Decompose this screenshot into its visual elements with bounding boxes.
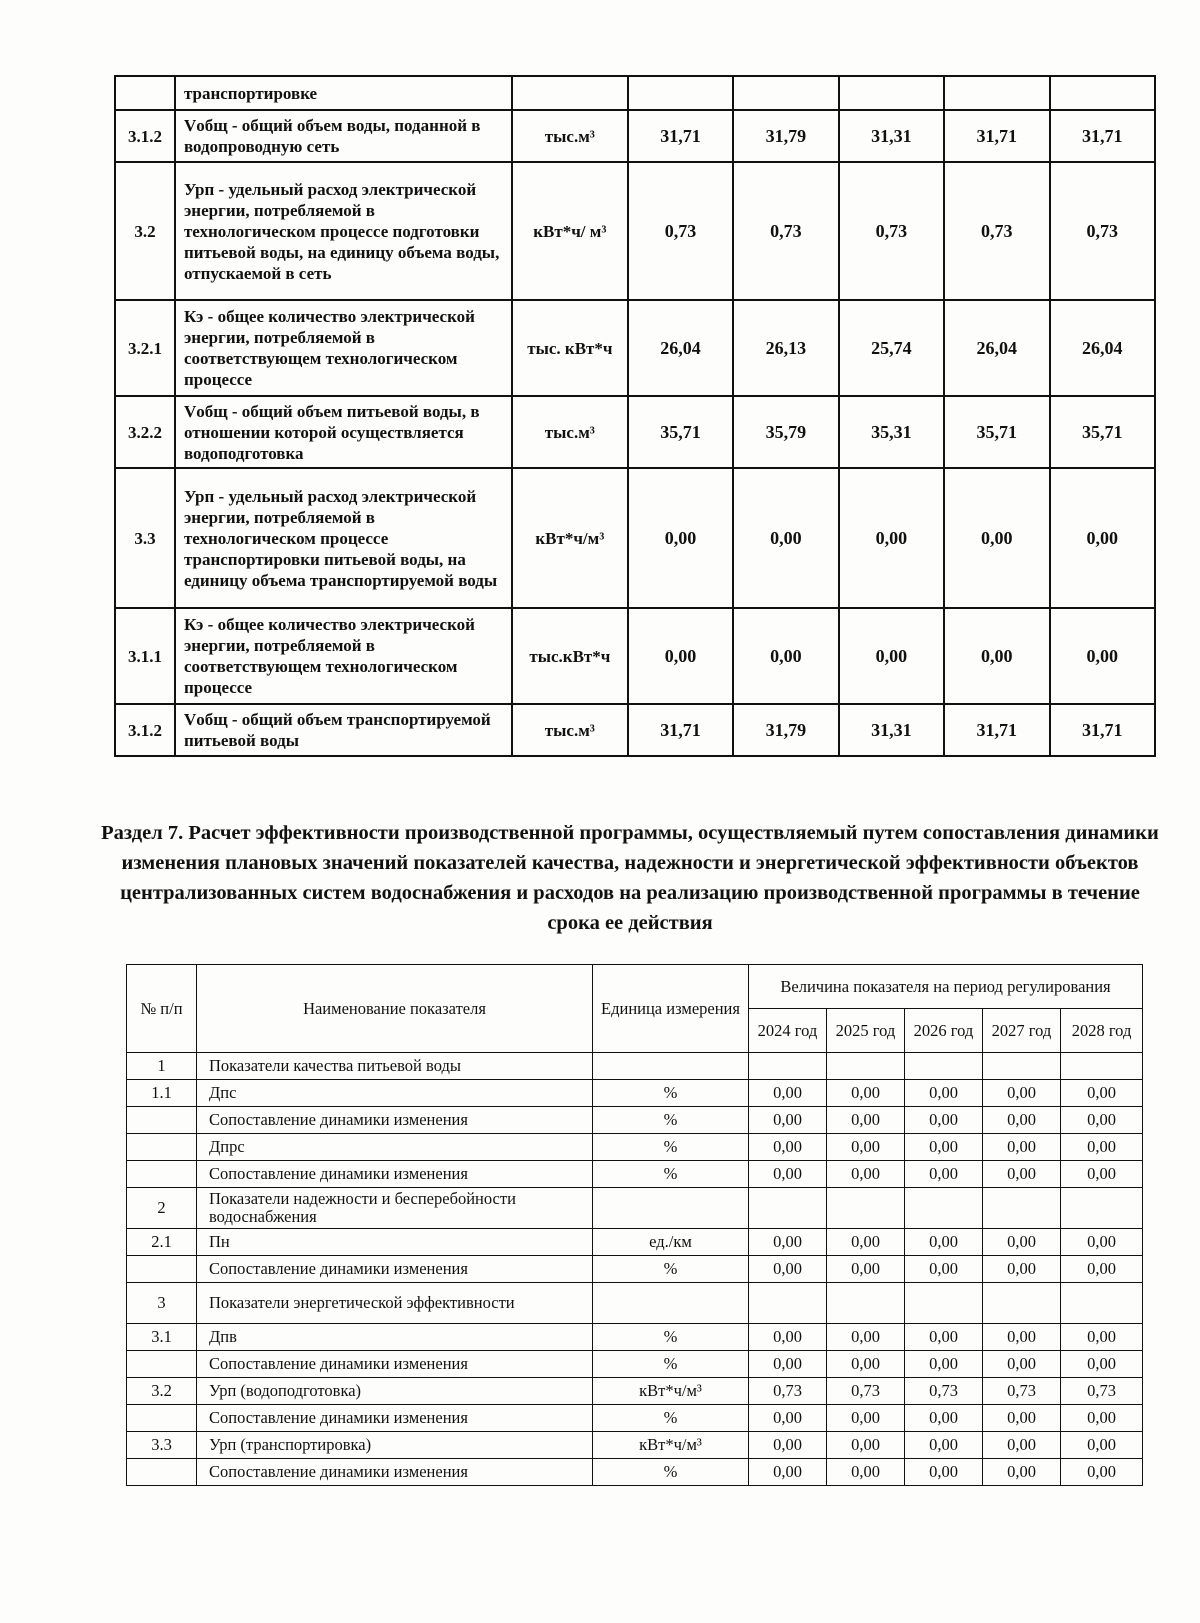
table-row	[127, 1053, 1143, 1080]
value-cell: 0,00	[983, 1161, 1061, 1188]
value-cell: 0,00	[983, 1405, 1061, 1432]
table-header-row	[127, 965, 1143, 1009]
value-cell: 0,00	[983, 1324, 1061, 1351]
value-cell: 0,00	[905, 1256, 983, 1283]
column-header-year: 2025 год	[827, 1009, 905, 1053]
table-row	[115, 704, 1155, 756]
value-cell: 0,00	[944, 608, 1049, 704]
column-header-unit: Единица измерения	[593, 965, 749, 1053]
indicator-name: Vобщ - общий объем воды, поданной в водопроводную сеть	[175, 110, 512, 162]
value-cell	[944, 76, 1049, 110]
indicator-name: Кэ - общее количество электрической энергии, потребляемой в соответствующем технологическом процессе	[175, 300, 512, 396]
column-header-name: Наименование показателя	[197, 965, 593, 1053]
value-cell	[905, 1053, 983, 1080]
column-header-year: 2026 год	[905, 1009, 983, 1053]
indicator-name: Сопоставление динамики изменения	[197, 1161, 593, 1188]
column-header-number: № п/п	[127, 965, 197, 1053]
value-cell: 0,00	[983, 1107, 1061, 1134]
unit-cell	[512, 76, 628, 110]
value-cell: 0,00	[1061, 1324, 1143, 1351]
value-cell: 0,00	[827, 1229, 905, 1256]
unit-cell: %	[593, 1134, 749, 1161]
value-cell: 31,31	[839, 110, 944, 162]
value-cell: 0,00	[839, 468, 944, 608]
value-cell: 31,31	[839, 704, 944, 756]
indicator-name: Vобщ - общий объем транспортируемой питьевой воды	[175, 704, 512, 756]
unit-cell: %	[593, 1161, 749, 1188]
unit-cell: тыс.м³	[512, 396, 628, 468]
unit-cell: %	[593, 1080, 749, 1107]
table-row	[127, 1161, 1143, 1188]
value-cell: 0,00	[1061, 1107, 1143, 1134]
indicator-name: Vобщ - общий объем питьевой воды, в отношении которой осуществляется водоподготовка	[175, 396, 512, 468]
value-cell	[827, 1053, 905, 1080]
value-cell: 0,00	[1061, 1229, 1143, 1256]
value-cell: 0,73	[628, 162, 733, 300]
row-number: 2.1	[127, 1229, 197, 1256]
section-heading: Раздел 7. Расчет эффективности производственной программы, осуществляемый путем сопоставления динамики изменения плановых значений показателей качества, надежности и энергетической эффективности объектов централизованных систем водоснабжения и расходов на реализацию производственной программы в течение срока ее действия	[101, 822, 1159, 934]
value-cell: 31,71	[944, 110, 1049, 162]
value-cell: 0,00	[1061, 1405, 1143, 1432]
value-cell: 0,00	[749, 1324, 827, 1351]
value-cell: 0,73	[905, 1378, 983, 1405]
value-cell: 31,79	[733, 110, 838, 162]
unit-cell: кВт*ч/ м³	[512, 162, 628, 300]
indicator-name: Показатели качества питьевой воды	[197, 1053, 593, 1080]
value-cell	[1061, 1188, 1143, 1229]
table-row	[127, 1432, 1143, 1459]
value-cell	[628, 76, 733, 110]
value-cell: 0,00	[733, 608, 838, 704]
unit-cell	[593, 1188, 749, 1229]
column-header-year: 2027 год	[983, 1009, 1061, 1053]
value-cell: 0,00	[983, 1229, 1061, 1256]
table-row	[127, 1283, 1143, 1324]
table-row	[115, 608, 1155, 704]
value-cell: 0,00	[827, 1256, 905, 1283]
unit-cell: тыс.м³	[512, 704, 628, 756]
value-cell: 0,00	[983, 1080, 1061, 1107]
value-cell: 0,73	[839, 162, 944, 300]
table-row	[127, 1256, 1143, 1283]
value-cell: 31,79	[733, 704, 838, 756]
indicator-name: Показатели надежности и бесперебойности водоснабжения	[197, 1188, 593, 1229]
value-cell: 0,00	[749, 1459, 827, 1486]
value-cell	[827, 1283, 905, 1324]
indicator-name: Урп (водоподготовка)	[197, 1378, 593, 1405]
value-cell	[905, 1283, 983, 1324]
value-cell: 0,00	[1061, 1256, 1143, 1283]
row-number: 1	[127, 1053, 197, 1080]
value-cell: 0,00	[905, 1161, 983, 1188]
column-header-year: 2024 год	[749, 1009, 827, 1053]
row-number	[127, 1256, 197, 1283]
unit-cell: кВт*ч/м³	[593, 1432, 749, 1459]
table-row	[115, 110, 1155, 162]
unit-cell: тыс.кВт*ч	[512, 608, 628, 704]
indicator-name: Урп (транспортировка)	[197, 1432, 593, 1459]
value-cell: 0,00	[944, 468, 1049, 608]
value-cell: 0,00	[827, 1107, 905, 1134]
value-cell: 0,00	[827, 1459, 905, 1486]
value-cell: 35,71	[628, 396, 733, 468]
table-row	[115, 162, 1155, 300]
value-cell: 0,00	[1061, 1459, 1143, 1486]
value-cell: 26,13	[733, 300, 838, 396]
value-cell: 0,00	[983, 1432, 1061, 1459]
value-cell: 0,00	[905, 1229, 983, 1256]
value-cell: 0,00	[1050, 608, 1156, 704]
row-number	[115, 76, 175, 110]
value-cell: 0,00	[905, 1405, 983, 1432]
indicator-name: Дпрс	[197, 1134, 593, 1161]
indicator-name: Дпв	[197, 1324, 593, 1351]
indicator-name: Дпс	[197, 1080, 593, 1107]
value-cell: 0,00	[983, 1459, 1061, 1486]
row-number	[127, 1459, 197, 1486]
indicator-name: Урп - удельный расход электрической энергии, потребляемой в технологическом процессе подготовки питьевой воды, на единицу объема воды, отпускаемой в сеть	[175, 162, 512, 300]
row-number: 3.3	[115, 468, 175, 608]
value-cell: 26,04	[1050, 300, 1156, 396]
value-cell: 0,00	[839, 608, 944, 704]
table-row	[115, 468, 1155, 608]
indicator-name: Кэ - общее количество электрической энергии, потребляемой в соответствующем технологическом процессе	[175, 608, 512, 704]
indicator-name: Сопоставление динамики изменения	[197, 1459, 593, 1486]
indicators-table-continued	[114, 75, 1156, 757]
value-cell: 31,71	[1050, 704, 1156, 756]
indicator-name: Сопоставление динамики изменения	[197, 1405, 593, 1432]
value-cell: 35,31	[839, 396, 944, 468]
row-number: 1.1	[127, 1080, 197, 1107]
value-cell: 0,00	[1061, 1161, 1143, 1188]
value-cell: 0,00	[905, 1432, 983, 1459]
value-cell: 0,00	[905, 1134, 983, 1161]
value-cell: 0,00	[628, 608, 733, 704]
value-cell	[1061, 1283, 1143, 1324]
unit-cell: %	[593, 1459, 749, 1486]
unit-cell: тыс.м³	[512, 110, 628, 162]
value-cell: 25,74	[839, 300, 944, 396]
value-cell: 0,00	[749, 1161, 827, 1188]
unit-cell: тыс. кВт*ч	[512, 300, 628, 396]
column-header-period: Величина показателя на период регулирования	[749, 965, 1143, 1009]
value-cell	[983, 1283, 1061, 1324]
value-cell: 35,71	[1050, 396, 1156, 468]
value-cell: 0,73	[827, 1378, 905, 1405]
value-cell: 0,00	[1061, 1080, 1143, 1107]
table-row	[127, 1324, 1143, 1351]
row-number: 3.2.1	[115, 300, 175, 396]
value-cell: 0,73	[1061, 1378, 1143, 1405]
table-row	[127, 1351, 1143, 1378]
indicator-name: транспортировке	[175, 76, 512, 110]
column-header-year: 2028 год	[1061, 1009, 1143, 1053]
unit-cell: кВт*ч/м³	[593, 1378, 749, 1405]
unit-cell: %	[593, 1351, 749, 1378]
value-cell: 0,00	[827, 1134, 905, 1161]
row-number: 3.2	[115, 162, 175, 300]
table-row	[127, 1107, 1143, 1134]
value-cell: 31,71	[1050, 110, 1156, 162]
value-cell: 0,73	[944, 162, 1049, 300]
unit-cell: %	[593, 1256, 749, 1283]
efficiency-table	[126, 964, 1143, 1486]
table-row	[127, 1188, 1143, 1229]
value-cell: 31,71	[944, 704, 1049, 756]
value-cell	[749, 1053, 827, 1080]
row-number	[127, 1351, 197, 1378]
value-cell: 0,00	[749, 1229, 827, 1256]
value-cell	[749, 1283, 827, 1324]
table-row	[115, 300, 1155, 396]
value-cell: 0,00	[983, 1134, 1061, 1161]
value-cell: 0,00	[1050, 468, 1156, 608]
unit-cell: кВт*ч/м³	[512, 468, 628, 608]
value-cell: 0,00	[733, 468, 838, 608]
row-number: 3.1.1	[115, 608, 175, 704]
table-row	[127, 1134, 1143, 1161]
value-cell	[1050, 76, 1156, 110]
table-row	[115, 76, 1155, 110]
value-cell: 31,71	[628, 704, 733, 756]
value-cell: 0,00	[749, 1107, 827, 1134]
value-cell	[905, 1188, 983, 1229]
value-cell: 0,00	[905, 1080, 983, 1107]
table-row	[115, 396, 1155, 468]
indicator-name: Пн	[197, 1229, 593, 1256]
value-cell: 35,71	[944, 396, 1049, 468]
unit-cell: ед./км	[593, 1229, 749, 1256]
value-cell: 0,00	[827, 1351, 905, 1378]
value-cell	[983, 1053, 1061, 1080]
value-cell: 0,00	[749, 1405, 827, 1432]
table-row	[127, 1229, 1143, 1256]
value-cell: 26,04	[944, 300, 1049, 396]
unit-cell: %	[593, 1405, 749, 1432]
value-cell: 0,00	[983, 1351, 1061, 1378]
value-cell: 0,00	[1061, 1134, 1143, 1161]
value-cell: 0,00	[749, 1432, 827, 1459]
value-cell: 0,00	[1061, 1351, 1143, 1378]
table-row	[127, 1080, 1143, 1107]
row-number: 3.2.2	[115, 396, 175, 468]
value-cell: 0,00	[827, 1432, 905, 1459]
row-number: 3.1	[127, 1324, 197, 1351]
unit-cell: %	[593, 1107, 749, 1134]
value-cell	[827, 1188, 905, 1229]
indicator-name: Урп - удельный расход электрической энергии, потребляемой в технологическом процессе транспортировки питьевой воды, на единицу объема транспортируемой воды	[175, 468, 512, 608]
value-cell: 0,73	[1050, 162, 1156, 300]
value-cell	[733, 76, 838, 110]
unit-cell	[593, 1283, 749, 1324]
value-cell: 0,00	[827, 1405, 905, 1432]
row-number	[127, 1405, 197, 1432]
row-number	[127, 1107, 197, 1134]
row-number: 2	[127, 1188, 197, 1229]
value-cell: 0,00	[749, 1256, 827, 1283]
unit-cell	[593, 1053, 749, 1080]
value-cell: 0,00	[749, 1351, 827, 1378]
value-cell: 31,71	[628, 110, 733, 162]
table-row	[127, 1405, 1143, 1432]
value-cell: 0,00	[905, 1107, 983, 1134]
value-cell: 0,73	[983, 1378, 1061, 1405]
value-cell: 35,79	[733, 396, 838, 468]
indicator-name: Сопоставление динамики изменения	[197, 1256, 593, 1283]
value-cell: 0,00	[827, 1324, 905, 1351]
value-cell: 0,00	[905, 1459, 983, 1486]
value-cell: 26,04	[628, 300, 733, 396]
value-cell: 0,00	[1061, 1432, 1143, 1459]
row-number: 3.1.2	[115, 110, 175, 162]
row-number	[127, 1161, 197, 1188]
row-number	[127, 1134, 197, 1161]
value-cell: 0,73	[749, 1378, 827, 1405]
value-cell: 0,00	[749, 1080, 827, 1107]
indicator-name: Сопоставление динамики изменения	[197, 1107, 593, 1134]
indicator-name: Показатели энергетической эффективности	[197, 1283, 593, 1324]
value-cell: 0,00	[905, 1324, 983, 1351]
table-row	[127, 1459, 1143, 1486]
value-cell: 0,73	[733, 162, 838, 300]
indicator-name: Сопоставление динамики изменения	[197, 1351, 593, 1378]
row-number: 3	[127, 1283, 197, 1324]
value-cell	[749, 1188, 827, 1229]
value-cell: 0,00	[827, 1080, 905, 1107]
row-number: 3.3	[127, 1432, 197, 1459]
row-number: 3.2	[127, 1378, 197, 1405]
value-cell	[1061, 1053, 1143, 1080]
value-cell: 0,00	[628, 468, 733, 608]
value-cell	[839, 76, 944, 110]
row-number: 3.1.2	[115, 704, 175, 756]
value-cell: 0,00	[905, 1351, 983, 1378]
value-cell	[983, 1188, 1061, 1229]
value-cell: 0,00	[983, 1256, 1061, 1283]
unit-cell: %	[593, 1324, 749, 1351]
value-cell: 0,00	[827, 1161, 905, 1188]
table-row	[127, 1378, 1143, 1405]
value-cell: 0,00	[749, 1134, 827, 1161]
